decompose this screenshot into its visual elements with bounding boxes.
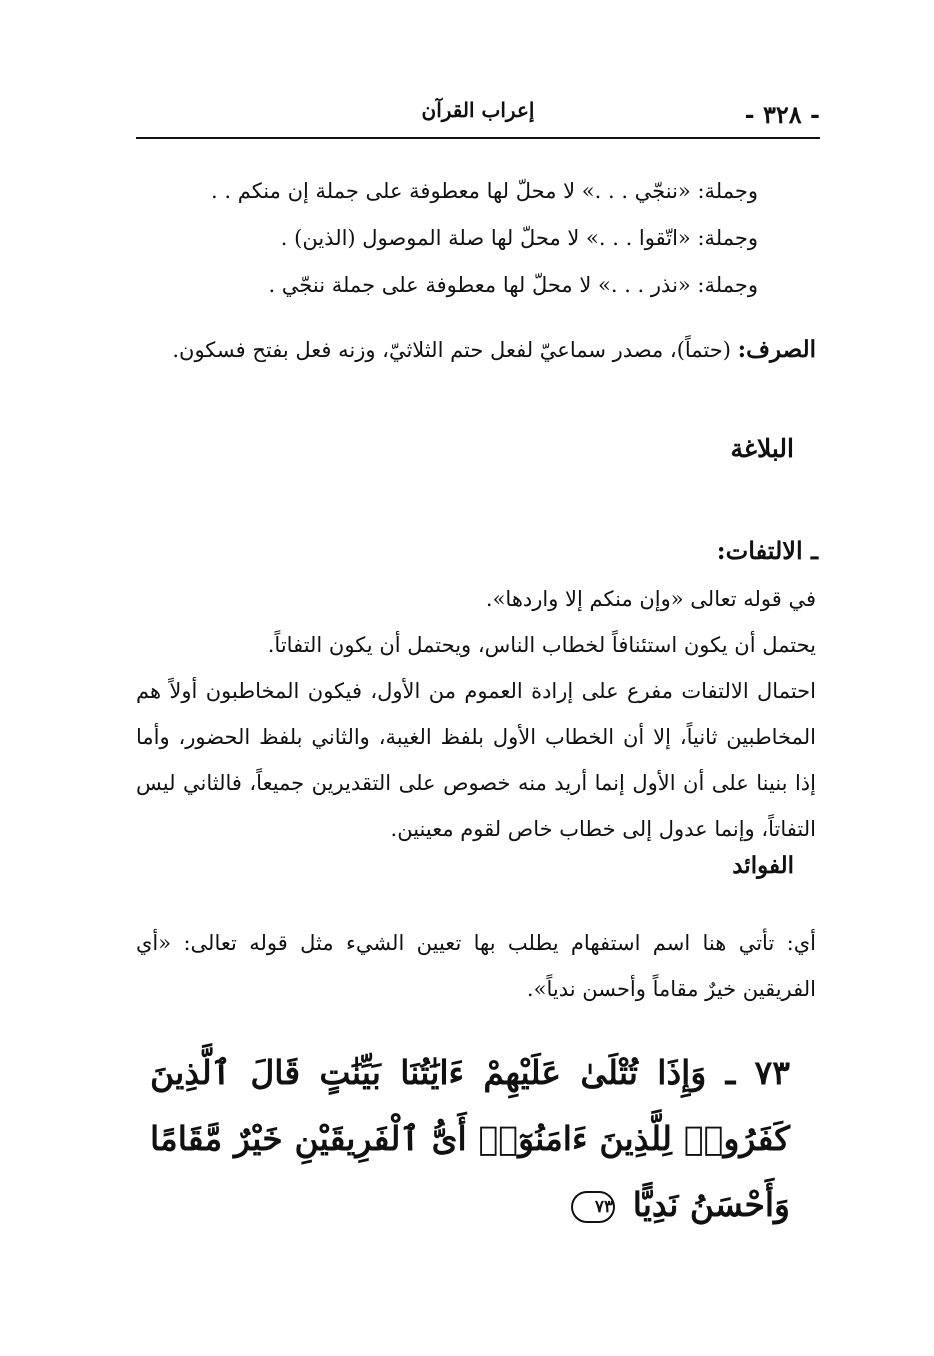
iltifat-heading: ـ الالتفات: bbox=[716, 536, 818, 565]
sarf-paragraph bbox=[136, 326, 816, 374]
verse-number: ٧٣ ـ bbox=[725, 1053, 790, 1092]
header-rule bbox=[136, 137, 820, 139]
jumla-line: وجملة: «ننجّي . . .» لا محلّ لها معطوفة على جملة إن منكم . . bbox=[211, 179, 758, 203]
jumla-line: وجملة: «اتّقوا . . .» لا محلّ لها صلة الموصول (الذين) . bbox=[280, 226, 758, 250]
iltifat-body bbox=[136, 576, 816, 852]
balagha-heading: البلاغة bbox=[730, 434, 794, 463]
running-title: إعراب القرآن bbox=[421, 98, 535, 122]
fawaid-paragraph: أي: تأتي هنا اسم استفهام يطلب بها تعيين الشيء مثل قوله تعالى: «أي الفريقين خيرٌ مقاماً وأحسن ندياً». bbox=[136, 931, 816, 1001]
page-number: - ٣٢٨ - bbox=[744, 100, 820, 129]
jumal-block bbox=[136, 168, 816, 309]
page-header bbox=[136, 96, 820, 138]
sarf-label: الصرف: bbox=[737, 336, 816, 363]
jumla-line: وجملة: «نذر . . .» لا محلّ لها معطوفة على جملة ننجّي . bbox=[268, 273, 758, 297]
ayah-end-mark: ٧٣ bbox=[571, 1191, 615, 1223]
iltifat-line: يحتمل أن يكون استئنافاً لخطاب الناس، ويحتمل أن يكون التفاتاً. bbox=[267, 633, 816, 657]
quran-verse bbox=[150, 1040, 790, 1238]
verse-text: وَإِذَا تُتْلَىٰ عَلَيْهِمْ ءَايَٰتُنَا بَيِّنَٰتٍ قَالَ ٱلَّذِينَ كَفَرُوا۟ لِلَّذِينَ ءَامَنُوٓا۟ أَىُّ ٱلْفَرِيقَيْنِ خَيْرٌ مَّقَامًا وَأَحْسَنُ نَدِيًّا bbox=[150, 1053, 790, 1224]
iltifat-paragraph: احتمال الالتفات مفرع على إرادة العموم من الأول، فيكون المخاطبون أولاً هم المخاطبين ثانياً، إلا أن الخطاب الأول بلفظ الغيبة، والثاني بلفظ الحضور، وأما إذا بنينا على أن الأول إنما أريد منه خصوص على التقديرين جميعاً، فالثاني ليس التفاتاً، وإنما عدول إلى خطاب خاص لقوم معينين. bbox=[136, 679, 816, 841]
fawaid-heading: الفوائد bbox=[732, 852, 794, 879]
iltifat-line: في قوله تعالى «وإن منكم إلا واردها». bbox=[485, 587, 816, 611]
sarf-text: (حتماً)، مصدر سماعيّ لفعل حتم الثلاثيّ، وزنه فعل بفتح فسكون. bbox=[172, 338, 738, 362]
